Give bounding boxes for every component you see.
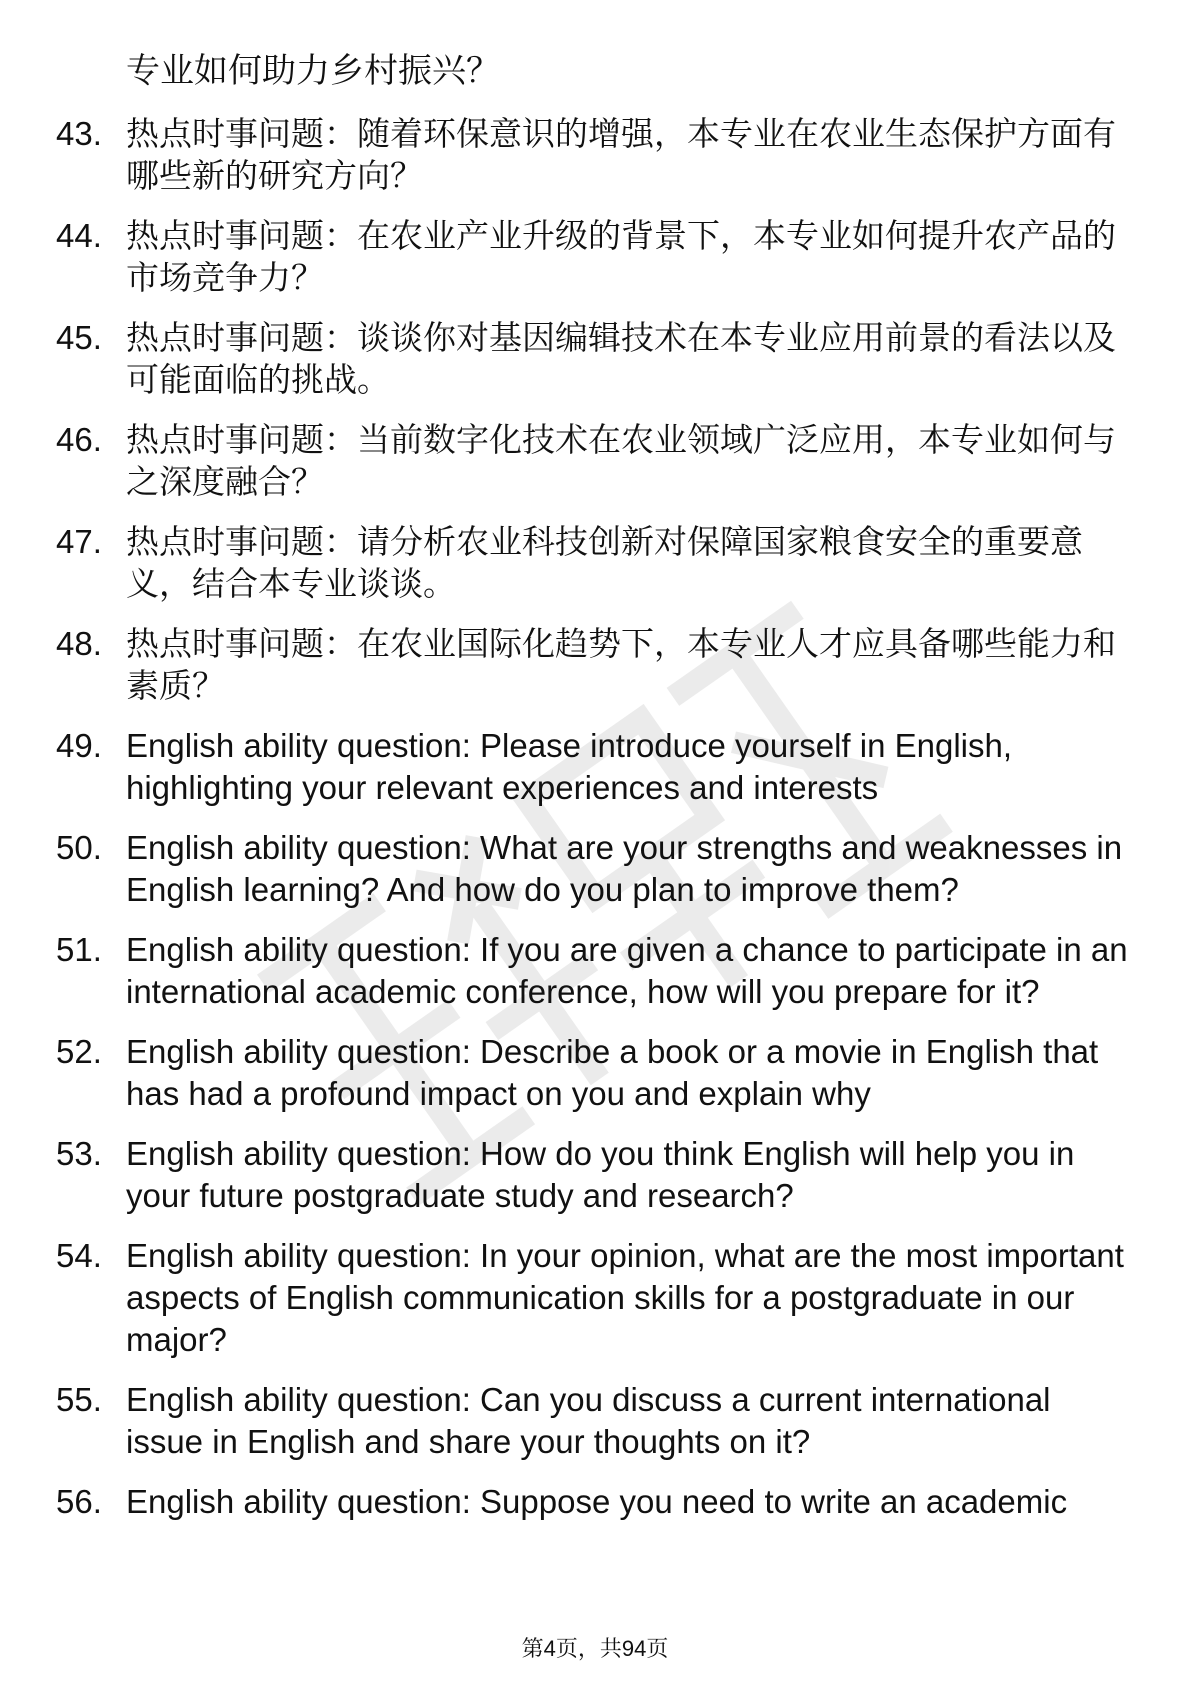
question-number: 49. <box>56 727 102 764</box>
question-text: English ability question: Describe a book or a movie in English that has had a profound impact on you and explain why <box>126 1033 1099 1112</box>
question-text: English ability question: Can you discuss a current international issue in English and share your thoughts on it? <box>126 1381 1051 1460</box>
question-number: 54. <box>56 1237 102 1274</box>
list-item <box>0 929 1190 1013</box>
list-item <box>0 113 1190 197</box>
question-number: 43. <box>56 115 102 152</box>
page-footer: 第4页，共94页 <box>521 1636 669 1661</box>
list-item <box>0 1031 1190 1115</box>
question-text: 热点时事问题：在农业产业升级的背景下，本专业如何提升农产品的市场竞争力？ <box>126 217 1116 296</box>
question-number: 53. <box>56 1135 102 1172</box>
list-item <box>0 1379 1190 1463</box>
list-item <box>0 1481 1190 1523</box>
question-text: English ability question: What are your strengths and weaknesses in English learning? And how do you plan to improve them? <box>126 829 1123 908</box>
question-text: English ability question: In your opinion, what are the most important aspects of English communication skills for a postgraduate in our major? <box>126 1237 1124 1358</box>
list-item <box>0 1235 1190 1361</box>
list-item <box>0 1133 1190 1217</box>
list-item <box>0 317 1190 401</box>
question-text: English ability question: Please introduce yourself in English, highlighting your relevant experiences and interests <box>126 727 1013 806</box>
question-text: English ability question: Suppose you need to write an academic <box>126 1483 1068 1520</box>
question-number: 55. <box>56 1381 102 1418</box>
question-text: 热点时事问题：谈谈你对基因编辑技术在本专业应用前景的看法以及可能面临的挑战。 <box>126 319 1116 398</box>
question-number: 56. <box>56 1483 102 1520</box>
question-number: 44. <box>56 217 102 254</box>
question-text: 热点时事问题：随着环保意识的增强，本专业在农业生态保护方面有哪些新的研究方向？ <box>126 115 1116 194</box>
question-text: English ability question: How do you think English will help you in your future postgraduate study and research? <box>126 1135 1075 1214</box>
list-item <box>0 419 1190 503</box>
question-number: 48. <box>56 625 102 662</box>
question-text: 热点时事问题：当前数字化技术在农业领域广泛应用，本专业如何与之深度融合？ <box>126 421 1116 500</box>
question-number: 47. <box>56 523 102 560</box>
continuation-line: 专业如何助力乡村振兴？ <box>126 52 500 90</box>
question-number: 50. <box>56 829 102 866</box>
question-number: 45. <box>56 319 102 356</box>
question-number: 46. <box>56 421 102 458</box>
list-item <box>0 215 1190 299</box>
question-list <box>0 113 1190 1541</box>
list-item <box>0 725 1190 809</box>
list-item <box>0 521 1190 605</box>
question-text: 热点时事问题：请分析农业科技创新对保障国家粮食安全的重要意义，结合本专业谈谈。 <box>126 523 1083 602</box>
list-item <box>0 827 1190 911</box>
question-text: 热点时事问题：在农业国际化趋势下，本专业人才应具备哪些能力和素质？ <box>126 625 1116 704</box>
question-number: 51. <box>56 931 102 968</box>
question-text: English ability question: If you are given a chance to participate in an international academic conference, how will you prepare for it? <box>126 931 1128 1010</box>
list-item <box>0 623 1190 707</box>
question-number: 52. <box>56 1033 102 1070</box>
